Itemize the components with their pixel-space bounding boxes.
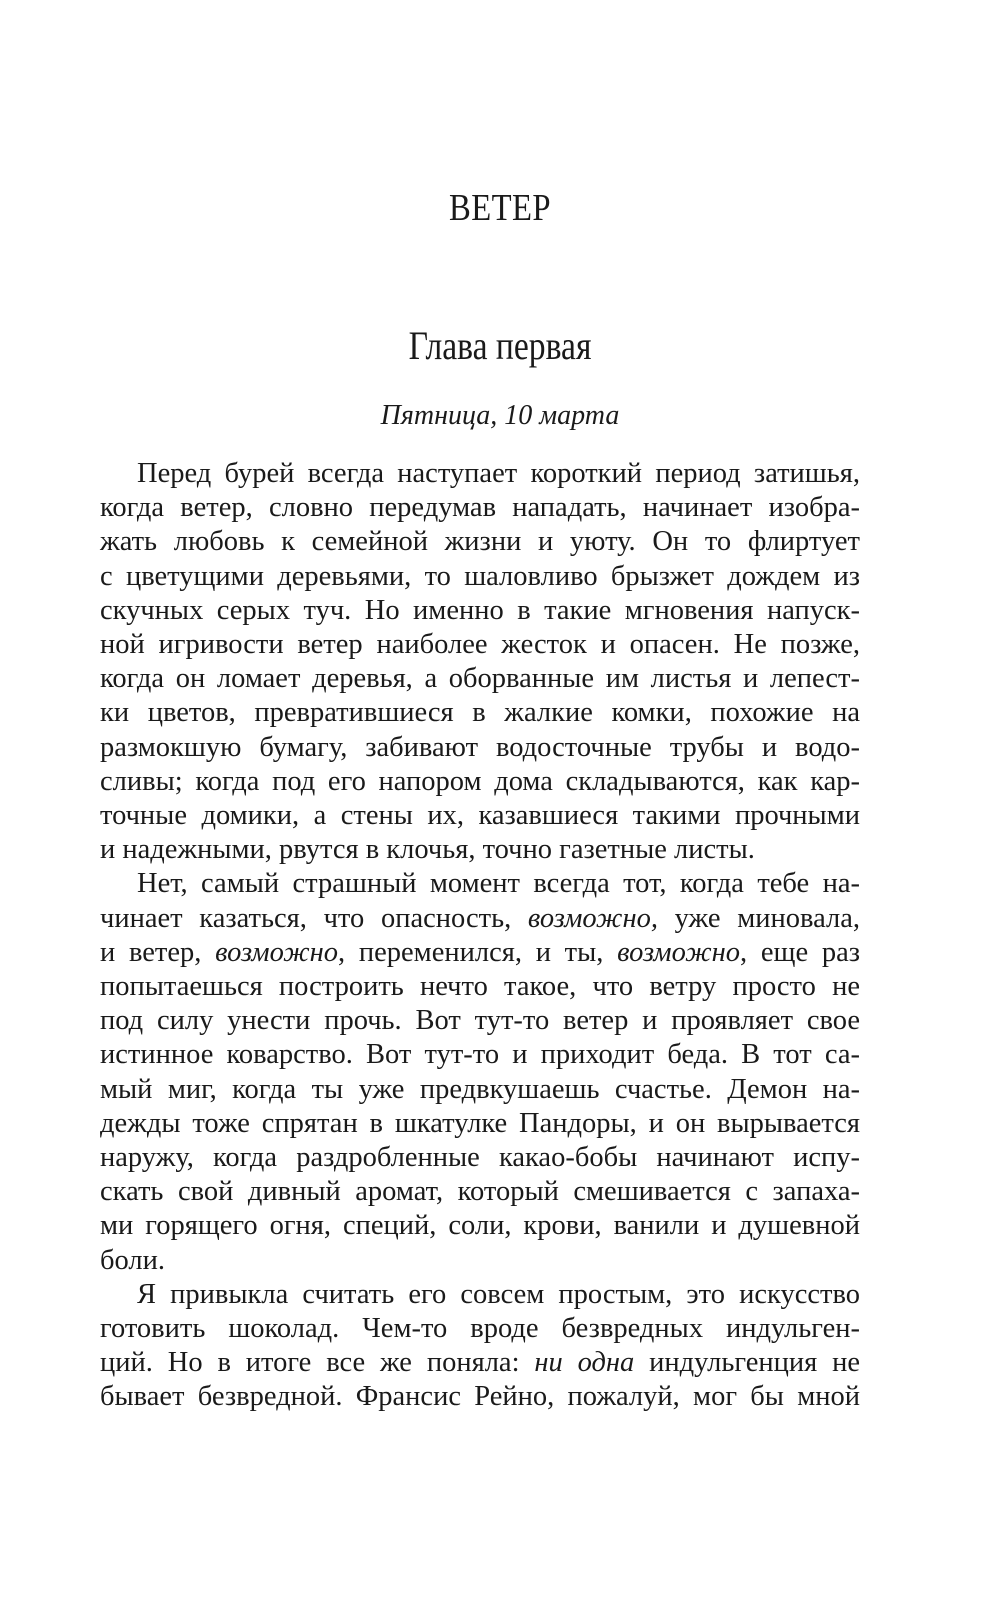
text-line: [100, 1346, 860, 1380]
text-run: , еще раз: [740, 936, 861, 968]
text-run: наружу, когда раздробленные какао-бобы начинают испу-: [100, 1142, 860, 1174]
text-run: под силу унести прочь. Вот тут-то ветер и проявляет свое: [100, 1005, 860, 1037]
text-run: жать любовь к семейной жизни и уюту. Он то флиртует: [100, 526, 860, 558]
text-run: мый миг, когда ты уже предвкушаешь счастье. Демон на-: [100, 1073, 860, 1105]
text-run: бывает безвредной. Франсис Рейно, пожалуй, мог бы мной: [100, 1381, 860, 1413]
text-run: истинное коварство. Вот тут-то и приходит беда. В тот са-: [100, 1039, 860, 1071]
text-line: [100, 1209, 860, 1243]
text-run: скать свой дивный аромат, который смешивается с запаха-: [100, 1176, 860, 1208]
text-line: [100, 936, 860, 970]
text-run: и ветер,: [100, 936, 216, 968]
text-line: [100, 1038, 860, 1072]
text-line: [100, 628, 860, 662]
text-run: боли.: [100, 1244, 165, 1276]
text-line: [100, 1175, 860, 1209]
text-run: скучных серых туч. Но именно в такие мгновения напуск-: [100, 594, 860, 626]
text-line: [100, 1073, 860, 1107]
text-run: Я привыкла считать его совсем простым, это искусство: [137, 1278, 860, 1310]
text-run: готовить шоколад. Чем-то вроде безвредных индульген-: [100, 1313, 860, 1345]
date-line: Пятница, 10 марта: [380, 400, 620, 431]
emphasis: возможно: [617, 936, 741, 968]
text-line: [100, 1380, 860, 1414]
emphasis: возможно: [215, 936, 339, 968]
text-run: уже миновала,: [657, 902, 860, 934]
emphasis: ни одна: [534, 1347, 635, 1379]
body-text: [100, 457, 860, 1415]
text-run: когда ветер, словно передумав нападать, начинает изобра-: [100, 492, 860, 524]
text-line: [100, 765, 860, 799]
text-line: [100, 970, 860, 1004]
text-run: ки цветов, превратившиеся в жалкие комки, похожие на: [100, 697, 860, 729]
text-run: сливы; когда под его напором дома складываются, как кар-: [100, 765, 860, 797]
text-line: [100, 696, 860, 730]
text-line: [100, 1107, 860, 1141]
text-line: [100, 833, 860, 867]
part-title: ВЕТЕР: [448, 187, 552, 229]
text-line: [100, 457, 860, 491]
text-run: чинает казаться, что опасность,: [100, 902, 528, 934]
text-run: и надежными, рвутся в клочья, точно газетные листы.: [100, 834, 755, 866]
text-line: [100, 1278, 860, 1312]
text-line: [100, 731, 860, 765]
text-line: [100, 525, 860, 559]
text-run: ной игривости ветер наиболее жесток и опасен. Не позже,: [100, 629, 860, 661]
text-line: [100, 1244, 860, 1278]
paragraph: [100, 1278, 860, 1415]
text-line: [100, 662, 860, 696]
text-line: [100, 902, 860, 936]
text-line: [100, 1141, 860, 1175]
text-run: ми горящего огня, специй, соли, крови, ванили и душевной: [100, 1210, 860, 1242]
text-line: [100, 560, 860, 594]
text-run: индульгенция не: [634, 1347, 860, 1379]
paragraph: [100, 867, 860, 1277]
text-run: когда он ломает деревья, а оборванные им листья и лепест-: [100, 663, 860, 695]
text-run: Нет, самый страшный момент всегда тот, когда тебе на-: [137, 868, 860, 900]
text-run: с цветущими деревьями, то шаловливо брызжет дождем из: [100, 560, 860, 592]
emphasis: возможно,: [527, 902, 658, 934]
paragraph: [100, 457, 860, 867]
chapter-title: Глава первая: [408, 323, 592, 368]
text-run: ций. Но в итоге все же поняла:: [100, 1347, 535, 1379]
text-run: размокшую бумагу, забивают водосточные трубы и водо-: [100, 731, 860, 763]
text-line: [100, 594, 860, 628]
text-run: Перед бурей всегда наступает короткий период затишья,: [137, 458, 860, 489]
text-run: попытаешься построить нечто такое, что ветру просто не: [100, 971, 860, 1003]
text-line: [100, 867, 860, 901]
text-line: [100, 799, 860, 833]
text-line: [100, 1004, 860, 1038]
text-line: [100, 491, 860, 525]
text-run: дежды тоже спрятан в шкатулке Пандоры, и он вырывается: [100, 1107, 860, 1139]
text-line: [100, 1312, 860, 1346]
text-run: , переменился, и ты,: [338, 936, 618, 968]
text-run: точные домики, а стены их, казавшиеся такими прочными: [100, 800, 860, 832]
